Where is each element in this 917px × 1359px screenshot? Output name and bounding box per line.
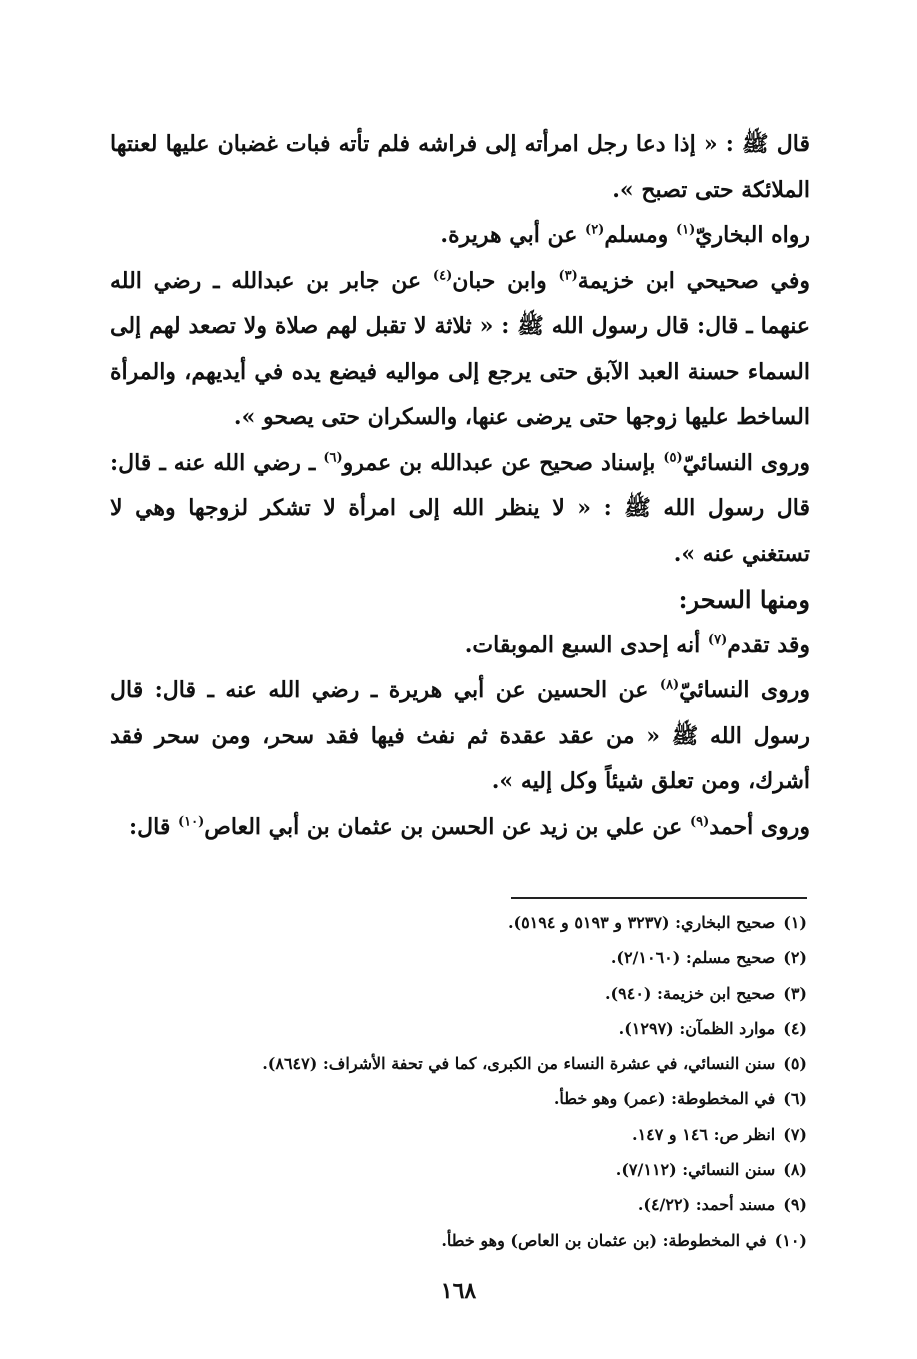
paragraph-7: وروى أحمد$^{(٩)}$ عن علي بن زيد عن الحسن بن عثمان بن أبي العاص$^{(١٠)}$ قال:: [129, 813, 810, 840]
footnote-ref-2: (٢): [585, 222, 605, 238]
footnote-ref-8: (٨): [659, 677, 680, 693]
footnote-ref-10: (١٠): [178, 814, 205, 830]
footnote-4: (٤)موارد الظمآن: (١٢٩٧).: [618, 1018, 807, 1038]
footnote-5: (٥)سنن النسائي، في عشرة النساء من الكبرى، كما في تحفة الأشراف: (٨٦٤٧).: [262, 1054, 807, 1074]
footnote-ref-3: (٣): [558, 268, 578, 284]
paragraph-4: وروى النسائيّ$^{(٥)}$ بإسناد صحيح عن عبدالله بن عمرو$^{(٦)}$ ـ رضي الله عنه ـ قال: قال رسول الله ﷺ : « لا ينظر الله إلى امرأة لا تشكر لزوجها وهي لا تستغني عنه ».: [110, 449, 811, 567]
footnote-6: (٦)في المخطوطة: (عمر) وهو خطأ.: [553, 1089, 807, 1109]
footnote-3: (٣)صحيح ابن خزيمة: (٩٤٠).: [604, 983, 807, 1003]
footnote-ref-6: (٦): [323, 450, 343, 466]
footnote-ref-7: (٧): [707, 632, 728, 648]
footnote-ref-4: (٤): [432, 268, 453, 284]
footnote-divider: [511, 897, 807, 899]
paragraph-2: رواه البخاريّ$^{(١)}$ ومسلم$^{(٢)}$ عن أبي هريرة.: [440, 222, 810, 248]
paragraph-1: قال ﷺ : « إذا دعا رجل امرأته إلى فراشه فلم تأته فبات غضبان عليها لعنتها الملائكة حتى تصبح ».: [110, 131, 810, 203]
footnote-7: (٧)انظر ص: ١٤٦ و ١٤٧.: [631, 1124, 807, 1144]
footnote-8: (٨)سنن النسائي: (٧/١١٢).: [615, 1160, 807, 1180]
paragraph-5: وقد تقدم$^{(٧)}$ أنه إحدى السبع الموبقات.: [464, 631, 810, 658]
footnote-ref-9: (٩): [689, 814, 710, 830]
paragraph-6: وروى النسائيّ$^{(٨)}$ عن الحسين عن أبي هريرة ـ رضي الله عنه ـ قال: قال رسول الله ﷺ « من عقد عقدة ثم نفث فيها فقد سحر، ومن سحر فقد أشرك، ومن تعلق شيئاً وكل إليه ».: [110, 677, 810, 794]
footnote-ref-5: (٥): [663, 450, 683, 466]
footnote-2: (٢)صحيح مسلم: (٢/١٠٦٠).: [610, 948, 807, 968]
footnote-10: (١٠)في المخطوطة: (بن عثمان بن العاص) وهو خطأ.: [441, 1230, 807, 1250]
paragraph-3: وفي صحيحي ابن خزيمة$^{(٣)}$ وابن حبان$^{(٤)}$ عن جابر بن عبدالله ـ رضي الله عنهما ـ قال: قال رسول الله ﷺ : « ثلاثة لا تقبل لهم صلاة ولا تصعد لهم إلى السماء حسنة العبد الآبق حتى يرجع إلى مواليه فيضع يده في أيديهم، والمرأة الساخط عليها زوجها حتى يرضى عنها، والسكران حتى يصحو ».: [110, 267, 810, 430]
footnote-1: (١)صحيح البخاري: (٣٢٣٧ و ٥١٩٣ و ٥١٩٤).: [507, 913, 807, 932]
footnote-9: (٩)مسند أحمد: (٤/٢٢).: [637, 1195, 807, 1215]
page-number: ١٦٨: [440, 1278, 477, 1304]
main-text: [110, 122, 810, 850]
footnote-ref-1: (١): [675, 222, 696, 238]
footnotes: [107, 905, 807, 1258]
section-heading: ومنها السحر:: [678, 585, 810, 614]
